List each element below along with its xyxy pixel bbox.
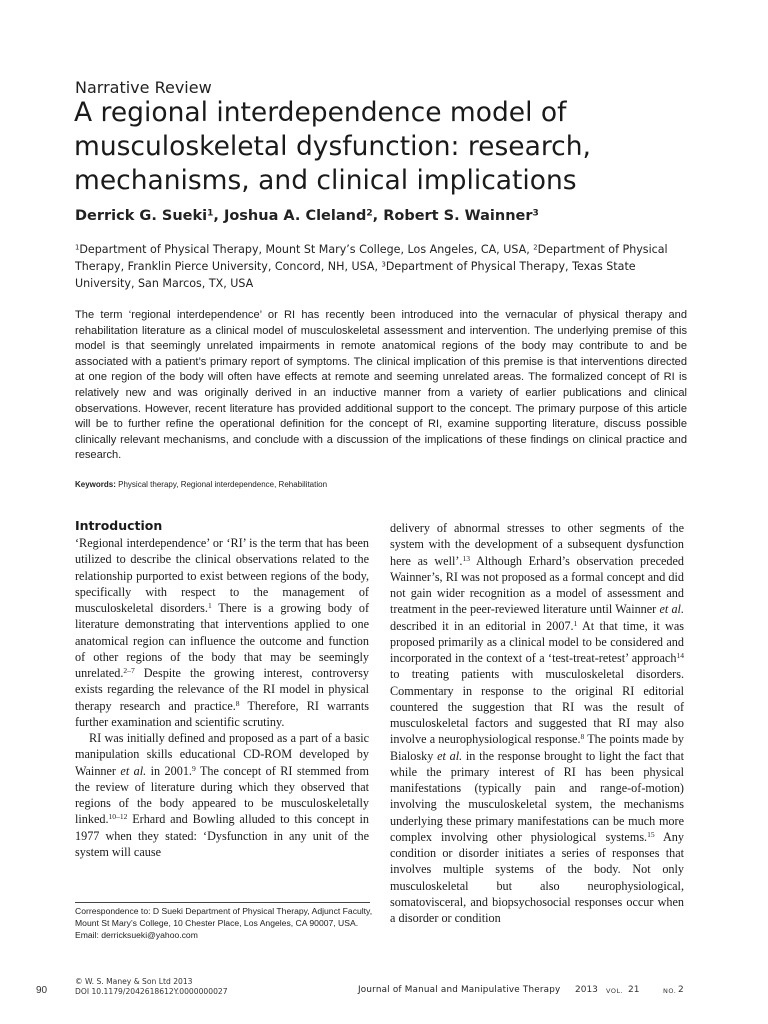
journal-year: 2013 [575,985,598,995]
keywords-label: Keywords: [75,480,116,489]
body-column-left [75,518,369,860]
journal-name: Journal of Manual and Manipulative Therapy [358,985,561,995]
body-paragraph: RI was initially defined and proposed as a part of a basic manipulation skills educational CD-ROM developed by Wainner et al. in 2001.$^9$ The concept of RI stemmed from the review of literature during which they observed that regions of the body appeared to be musculoskeletally linked.$^{10-12}$ Erhard and Bowling alluded to this concept in 1977 when they stated: ‘Dysfunction in any unit of the system will cause [75,731,370,859]
correspondence-footnote: Correspondence to: D Sueki Department of Physical Therapy, Adjunct Faculty, Mount St Mary’s College, 10 Chester Place, Los Angeles, CA 90007, USA. Email: derricksueki@yahoo.com [75,906,373,940]
article-title: A regional interdependence model of musculoskeletal dysfunction: research, mechanisms, and clinical implications [74,97,591,196]
citation-ref: 8 [235,698,240,708]
doi-line: DOI 10.1179/2042618612Y.0000000027 [75,986,228,996]
italic-text: et al. [437,748,463,763]
author-name: Derrick G. Sueki [75,208,208,224]
page-number: 90 [36,985,48,996]
abstract: The term ‘regional interdependence’ or RI has recently been introduced into the vernacular of physical therapy and rehabilitation literature as a clinical model of musculoskeletal assessment and intervention. The underlying premise of this model is that seemingly unrelated impairments in remote anatomical regions of the body may contribute to and be associated with a patient’s primary report of symptoms. The clinical implication of this premise is that interventions directed at one region of the body will often have effects at remote and seeming unrelated areas. The formalized concept of RI is relatively new and was originally derived in an inductive manner from a variety of earlier publications and clinical observations. However, recent literature has provided additional support to the concept. The primary purpose of this article will be to further refine the operational definition for the concept of RI, examine supporting literature, discuss possible clinically relevant mechanisms, and conclude with a discussion of the implications of these findings on clinical practice and research. [75,309,687,462]
body-paragraph: delivery of abnormal stresses to other segments of the system with the development of a subsequent dysfunction here as well’.$^{13}$ Although Erhard’s observation preceded Wainner’s, RI was not proposed as a formal concept and did not gain wider recognition as a model of assessment and treatment in the peer-reviewed literature until Wainner et al. described it in an editorial in 2007.$^1$ At that time, it was proposed primarily as a clinical model to be considered and incorporated in the context of a ‘test-treat-retest’ approach$^{14}$ to treating patients with musculoskeletal disorders. Commentary in response to the original RI editorial countered the suggestion that RI was the result of musculoskeletal factors and suggested that RI may also involve a neurophysiological response.$^8$ The points made by Bialosky et al. in the response brought to light the fact that while the primary interest of RI has been physical manifestations (typically pain and range-of-motion) involving the musculoskeletal system, the mechanisms underlying these primary manifestations can be much more complex involving other physiological systems.$^{15}$ Any condition or disorder initiates a series of responses that involves multiple systems of the body. Not only musculoskeletal but also neurophysiological, somatovisceral, and biopsychosocial responses occur when a disorder or condition [390,521,685,925]
citation-ref: 15 [647,829,655,839]
citation-ref: 2–7 [123,666,135,676]
issue-number: 2 [678,985,684,995]
copyright-block [75,977,228,996]
footnote-divider [75,902,370,903]
article-type: Narrative Review [75,78,212,97]
keywords-text: Physical therapy, Regional interdependence, Rehabilitation [118,480,328,489]
italic-text: et al. [659,602,684,617]
author-name: Robert S. Wainner [383,208,533,224]
author-affiliation-mark: 3 [532,208,539,219]
section-heading-introduction: Introduction [75,518,163,533]
affiliation-text: Department of Physical Therapy, Mount St Mary’s College, Los Angeles, CA, USA, [79,243,534,256]
citation-ref: 1 [573,618,578,628]
citation-ref: 1 [207,601,212,611]
body-column-right [390,520,684,926]
body-paragraph: ‘Regional interdependence’ or ‘RI’ is the term that has been utilized to describe the clinical observations related to the relationship purported to exist between regions of the body, specifically with respect to the management of musculoskeletal disorders.$^1$ There is a growing body of literature demonstrating that interventions applied to one anatomical region can influence the outcome and function of other regions of the body that may be seemingly unrelated.$^{2-7}$ Despite the growing interest, controversy exists regarding the relevance of the RI model in physical therapy research and practice.$^8$ Therefore, RI warrants further examination and scientific scrutiny. [75,536,370,729]
citation-ref: 10–12 [108,812,128,822]
citation-ref: 13 [462,553,471,563]
author-list: Derrick G. Sueki$^1$, Joshua A. Cleland$^2$, Robert S. Wainner$^3$ [75,208,539,224]
keywords [75,480,687,489]
italic-text: et al. [120,763,147,778]
affiliation-mark: 1 [75,243,80,252]
author-name: Joshua A. Cleland [223,208,367,224]
citation-ref: 8 [580,732,585,742]
citation-ref: 9 [191,763,196,773]
affiliation-text: Department of Physical Therapy, Texas State University, San Marcos, TX, USA [75,260,636,290]
author-affiliation-mark: 2 [366,208,373,219]
copyright-line: © W. S. Maney & Son Ltd 2013 [75,977,193,986]
issue-label: NO. [663,987,677,995]
citation-ref: 14 [676,651,684,661]
affiliation-text: Department of Physical Therapy, Franklin Pierce University, Concord, NH, USA, [75,243,668,273]
affiliation-mark: 2 [533,243,538,252]
volume-label: VOL. [606,987,624,995]
affiliation-mark: 3 [381,260,386,269]
author-affiliation-mark: 1 [207,208,214,219]
affiliations [75,241,687,292]
volume-number: 21 [628,985,640,995]
